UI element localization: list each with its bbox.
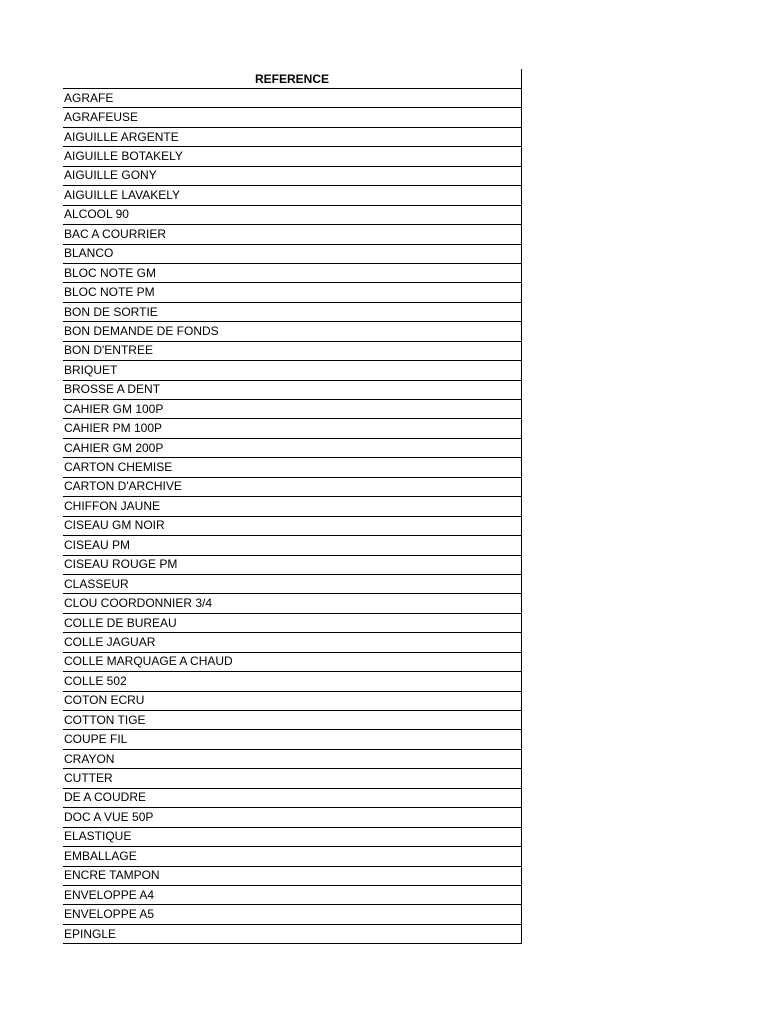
reference-cell: BON D'ENTREE: [63, 341, 522, 360]
reference-cell: CHIFFON JAUNE: [63, 497, 522, 516]
reference-cell: CISEAU ROUGE PM: [63, 555, 522, 574]
table-row: [63, 594, 522, 613]
reference-cell: ENCRE TAMPON: [63, 866, 522, 885]
table-row: [63, 924, 522, 943]
table-row: [63, 283, 522, 302]
table-row: [63, 497, 522, 516]
reference-cell: CARTON CHEMISE: [63, 458, 522, 477]
reference-cell: CAHIER GM 200P: [63, 438, 522, 457]
reference-cell: AGRAFE: [63, 89, 522, 108]
reference-cell: BAC A COURRIER: [63, 225, 522, 244]
table-row: [63, 769, 522, 788]
table-row: [63, 400, 522, 419]
reference-cell: AIGUILLE LAVAKELY: [63, 186, 522, 205]
table-row: [63, 691, 522, 710]
table-row: [63, 477, 522, 496]
table-row: [63, 186, 522, 205]
reference-table: [63, 69, 522, 944]
table-row: [63, 263, 522, 282]
reference-cell: COLLE DE BUREAU: [63, 613, 522, 632]
table-row: [63, 225, 522, 244]
table-row: [63, 730, 522, 749]
reference-cell: BRIQUET: [63, 361, 522, 380]
table-row: [63, 847, 522, 866]
reference-cell: BLOC NOTE PM: [63, 283, 522, 302]
table-row: [63, 147, 522, 166]
reference-cell: COLLE 502: [63, 672, 522, 691]
reference-cell: AGRAFEUSE: [63, 108, 522, 127]
table-row: [63, 419, 522, 438]
reference-cell: AIGUILLE GONY: [63, 166, 522, 185]
table-row: [63, 652, 522, 671]
table-row: [63, 788, 522, 807]
reference-column-header: REFERENCE: [63, 69, 522, 89]
table-row: [63, 633, 522, 652]
reference-cell: BLANCO: [63, 244, 522, 263]
reference-cell: EPINGLE: [63, 924, 522, 943]
table-row: [63, 89, 522, 108]
table-row: [63, 711, 522, 730]
table-row: [63, 361, 522, 380]
table-row: [63, 885, 522, 904]
table-row: [63, 516, 522, 535]
table-row: [63, 808, 522, 827]
reference-cell: ALCOOL 90: [63, 205, 522, 224]
reference-cell: COLLE JAGUAR: [63, 633, 522, 652]
table-row: [63, 905, 522, 924]
table-row: [63, 166, 522, 185]
reference-cell: COTTON TIGE: [63, 711, 522, 730]
header-row: [63, 69, 522, 89]
table-row: [63, 749, 522, 768]
table-row: [63, 341, 522, 360]
reference-cell: DOC A VUE 50P: [63, 808, 522, 827]
reference-cell: AIGUILLE ARGENTE: [63, 127, 522, 146]
reference-cell: BON DE SORTIE: [63, 302, 522, 321]
table-row: [63, 127, 522, 146]
reference-cell: CLASSEUR: [63, 574, 522, 593]
reference-cell: ENVELOPPE A4: [63, 885, 522, 904]
reference-cell: AIGUILLE BOTAKELY: [63, 147, 522, 166]
table-row: [63, 380, 522, 399]
table-row: [63, 574, 522, 593]
reference-cell: CAHIER PM 100P: [63, 419, 522, 438]
reference-cell: COLLE MARQUAGE A CHAUD: [63, 652, 522, 671]
table-row: [63, 555, 522, 574]
table-row: [63, 205, 522, 224]
table-row: [63, 613, 522, 632]
reference-cell: BLOC NOTE GM: [63, 263, 522, 282]
table-row: [63, 672, 522, 691]
reference-cell: COUPE FIL: [63, 730, 522, 749]
reference-cell: CISEAU PM: [63, 536, 522, 555]
reference-cell: BON DEMANDE DE FONDS: [63, 322, 522, 341]
table-row: [63, 536, 522, 555]
table-row: [63, 108, 522, 127]
reference-cell: DE A COUDRE: [63, 788, 522, 807]
reference-cell: CRAYON: [63, 749, 522, 768]
table-row: [63, 322, 522, 341]
reference-cell: CUTTER: [63, 769, 522, 788]
reference-cell: ELASTIQUE: [63, 827, 522, 846]
reference-cell: CARTON D'ARCHIVE: [63, 477, 522, 496]
table-row: [63, 827, 522, 846]
reference-cell: EMBALLAGE: [63, 847, 522, 866]
reference-cell: ENVELOPPE A5: [63, 905, 522, 924]
table-row: [63, 458, 522, 477]
table-row: [63, 244, 522, 263]
reference-table-body: [63, 89, 522, 944]
table-row: [63, 438, 522, 457]
reference-cell: COTON ECRU: [63, 691, 522, 710]
reference-cell: CAHIER GM 100P: [63, 400, 522, 419]
reference-cell: CISEAU GM NOIR: [63, 516, 522, 535]
table-row: [63, 302, 522, 321]
table-row: [63, 866, 522, 885]
reference-cell: BROSSE A DENT: [63, 380, 522, 399]
reference-cell: CLOU COORDONNIER 3/4: [63, 594, 522, 613]
